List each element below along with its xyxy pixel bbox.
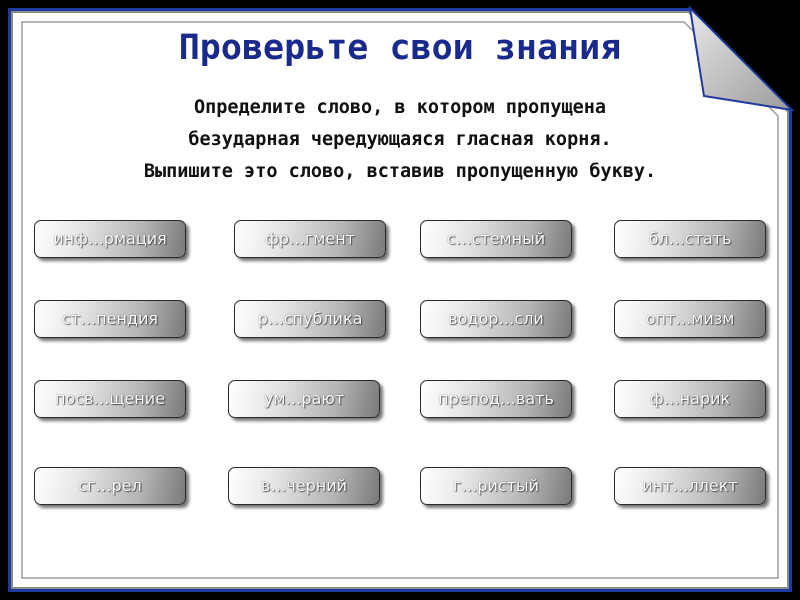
word-button-r4c3[interactable]: г…ристый: [420, 467, 572, 505]
word-button-r1c2[interactable]: фр…гмент: [234, 220, 386, 258]
word-button-r1c1[interactable]: инф…рмация: [34, 220, 186, 258]
word-button-r2c2[interactable]: р…спублика: [234, 300, 386, 338]
word-button-r2c3[interactable]: водор…сли: [420, 300, 572, 338]
word-button-r1c4[interactable]: бл…стать: [614, 220, 766, 258]
word-button-r3c4[interactable]: ф…нарик: [614, 380, 766, 418]
page-title: Проверьте свои знания: [178, 28, 622, 68]
word-button-r1c3[interactable]: с…стемный: [420, 220, 572, 258]
word-button-r3c3[interactable]: препод…вать: [420, 380, 572, 418]
word-button-r2c1[interactable]: ст…пендия: [34, 300, 186, 338]
word-button-r4c1[interactable]: сг…рел: [34, 467, 186, 505]
instruction-line-3: Выпишите это слово, вставив пропущенную букву.: [143, 161, 657, 182]
instruction-line-2: безударная чередующаяся гласная корня.: [188, 129, 612, 150]
word-button-r3c1[interactable]: посв…щение: [34, 380, 186, 418]
word-button-r4c4[interactable]: инт…ллект: [614, 467, 766, 505]
word-button-r3c2[interactable]: ум…рают: [228, 380, 380, 418]
word-button-r4c2[interactable]: в…черний: [228, 467, 380, 505]
word-button-r2c4[interactable]: опт…мизм: [614, 300, 766, 338]
task-instructions: [20, 92, 780, 188]
instruction-line-1: Определите слово, в котором пропущена: [193, 97, 607, 118]
